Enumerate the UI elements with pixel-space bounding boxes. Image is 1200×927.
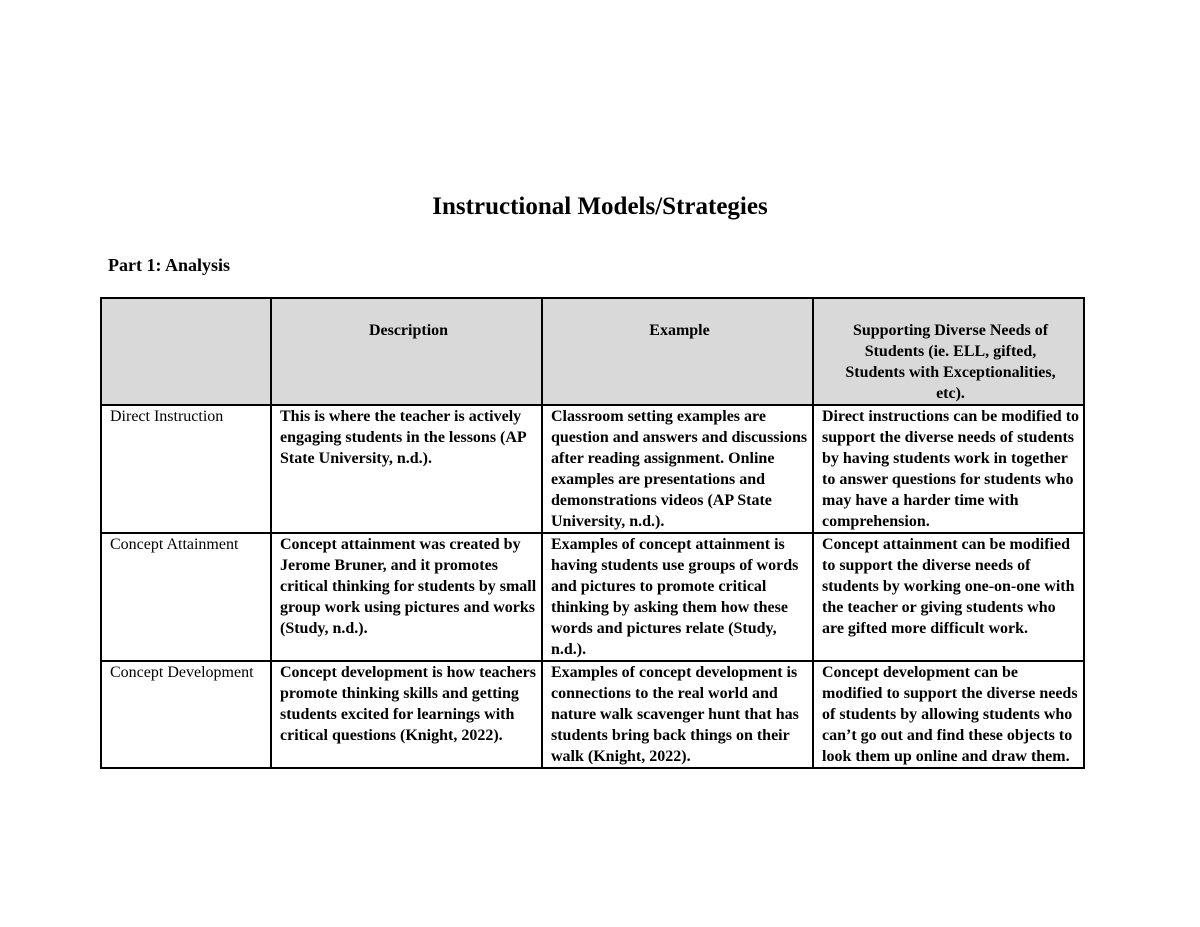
- cell-supporting: Concept attainment can be modified to support the diverse needs of students by working one-on-one with the teacher or giving students who are gifted more difficult work.: [813, 533, 1084, 661]
- row-label-concept-attainment: Concept Attainment: [101, 533, 271, 661]
- cell-description: Concept attainment was created by Jerome Bruner, and it promotes critical thinking for students by small group work using pictures and works (Study, n.d.).: [271, 533, 542, 661]
- header-cell-blank: [101, 298, 271, 405]
- header-cell-supporting: [813, 298, 1084, 405]
- cell-description: Concept development is how teachers promote thinking skills and getting students excited for learnings with critical questions (Knight, 2022).: [271, 661, 542, 768]
- row-label-concept-development: Concept Development: [101, 661, 271, 768]
- cell-supporting: Concept development can be modified to support the diverse needs of students by allowing students who can’t go out and find these objects to look them up online and draw them.: [813, 661, 1084, 768]
- table-row: [101, 661, 1084, 768]
- table-row: [101, 533, 1084, 661]
- cell-example: Classroom setting examples are question and answers and discussions after reading assignment. Online examples are presentations and demonstrations videos (AP State University, n.d.).: [542, 405, 813, 533]
- header-supporting-label: Supporting Diverse Needs of Students (ie. ELL, gifted, Students with Exceptionalities, etc).: [845, 322, 1056, 402]
- part-heading: Part 1: Analysis: [108, 255, 231, 275]
- table-header-row: [101, 298, 1084, 405]
- cell-example: Examples of concept development is connections to the real world and nature walk scavenger hunt that has students bring back things on their walk (Knight, 2022).: [542, 661, 813, 768]
- cell-supporting: Direct instructions can be modified to support the diverse needs of students by having students work in together to answer questions for students who may have a harder time with comprehension.: [813, 405, 1084, 533]
- header-cell-description: Description: [271, 298, 542, 405]
- cell-example: Examples of concept attainment is having students use groups of words and pictures to promote critical thinking by asking them how these words and pictures relate (Study, n.d.).: [542, 533, 813, 661]
- document-title: Instructional Models/Strategies: [432, 193, 768, 220]
- row-label-direct-instruction: Direct Instruction: [101, 405, 271, 533]
- analysis-table: [100, 297, 1085, 769]
- header-cell-example: Example: [542, 298, 813, 405]
- cell-description: This is where the teacher is actively engaging students in the lessons (AP State University, n.d.).: [271, 405, 542, 533]
- table-row: [101, 405, 1084, 533]
